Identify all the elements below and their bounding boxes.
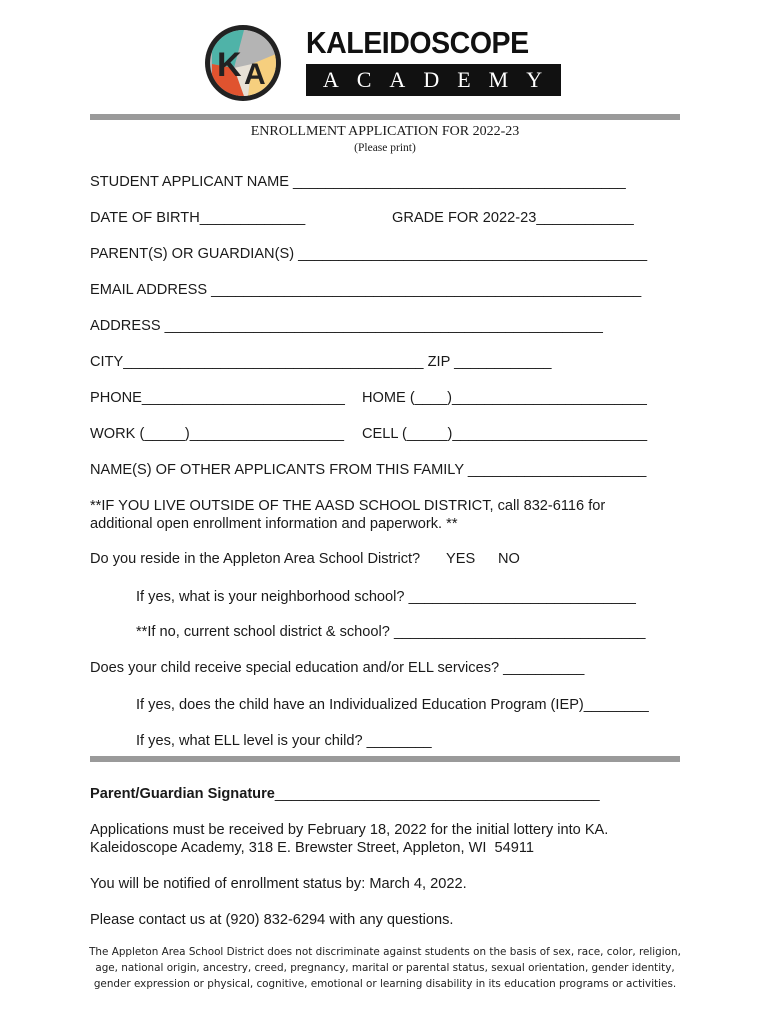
academy-logo-emblem xyxy=(204,24,282,102)
form-subtitle: (Please print) xyxy=(354,142,416,154)
parents-field[interactable]: PARENT(S) OR GUARDIAN(S) ___________________________________________ xyxy=(90,246,648,262)
signature-row[interactable] xyxy=(90,785,600,803)
footer-line1: The Appleton Area School District does not discriminate against students on the basis of sex, race, color, religion, xyxy=(89,946,681,958)
district-notice-line2: additional open enrollment information and paperwork. ** xyxy=(90,516,458,532)
date-of-birth-field[interactable]: DATE OF BIRTH_____________ xyxy=(90,210,306,226)
phone-field[interactable]: PHONE_________________________ xyxy=(90,390,345,406)
home-phone-field[interactable]: HOME (____)________________________ xyxy=(362,390,647,406)
footer-line3: gender expression or physical, cognitive, emotional or learning disability in its education programs or activities. xyxy=(93,978,677,990)
grade-field[interactable]: GRADE FOR 2022-23____________ xyxy=(392,210,634,226)
current-district-field[interactable]: **If no, current school district & school? _______________________________ xyxy=(136,624,646,640)
svg-text:K: K xyxy=(217,46,242,84)
student-name-field[interactable]: STUDENT APPLICANT NAME _________________________________________ xyxy=(90,174,626,190)
other-applicants-field[interactable]: NAME(S) OF OTHER APPLICANTS FROM THIS FAMILY ______________________ xyxy=(90,462,647,478)
non-discrimination-notice xyxy=(84,944,686,992)
contact-text: Please contact us at (920) 832-6294 with any questions. xyxy=(90,912,454,928)
deadline-line1: Applications must be received by February 18, 2022 for the initial lottery into KA. xyxy=(90,822,609,838)
ell-level-field[interactable]: If yes, what ELL level is your child? ________ xyxy=(136,733,432,749)
middle-divider xyxy=(90,756,680,762)
reside-no-option[interactable]: NO xyxy=(498,551,520,567)
logo-name-top: KALEIDOSCOPE xyxy=(306,25,529,60)
svg-text:A: A xyxy=(244,58,266,91)
special-ed-field[interactable]: Does your child receive special education and/or ELL services? __________ xyxy=(90,660,585,676)
city-zip-field[interactable]: CITY_____________________________________ ZIP ____________ xyxy=(90,354,552,370)
form-title: ENROLLMENT APPLICATION FOR 2022-23 xyxy=(250,124,520,139)
footer-line2: age, national origin, ancestry, creed, pregnancy, marital or parental status, sexual orientation, gender identity, xyxy=(95,962,675,974)
signature-blank[interactable]: ________________________________________ xyxy=(274,786,600,802)
notification-text: You will be notified of enrollment status by: March 4, 2022. xyxy=(90,876,467,892)
neighborhood-school-field[interactable]: If yes, what is your neighborhood school? ____________________________ xyxy=(136,589,636,605)
email-field[interactable]: EMAIL ADDRESS _____________________________________________________ xyxy=(90,282,642,298)
iep-field[interactable]: If yes, does the child have an Individualized Education Program (IEP)________ xyxy=(136,697,649,713)
top-divider xyxy=(90,114,680,120)
reside-yes-option[interactable]: YES xyxy=(446,551,476,567)
reside-question: Do you reside in the Appleton Area School District? xyxy=(90,551,421,567)
deadline-line2: Kaleidoscope Academy, 318 E. Brewster Street, Appleton, WI 54911 xyxy=(90,840,535,856)
logo-name-bottom: ACADEMY xyxy=(306,64,561,96)
academy-logo-wordmark xyxy=(306,26,561,96)
address-field[interactable]: ADDRESS ______________________________________________________ xyxy=(90,318,603,334)
signature-label: Parent/Guardian Signature xyxy=(90,786,275,802)
cell-phone-field[interactable]: CELL (_____)________________________ xyxy=(362,426,648,442)
district-notice-line1: **IF YOU LIVE OUTSIDE OF THE AASD SCHOOL DISTRICT, call 832-6116 for xyxy=(90,498,606,514)
work-phone-field[interactable]: WORK (_____)___________________ xyxy=(90,426,344,442)
